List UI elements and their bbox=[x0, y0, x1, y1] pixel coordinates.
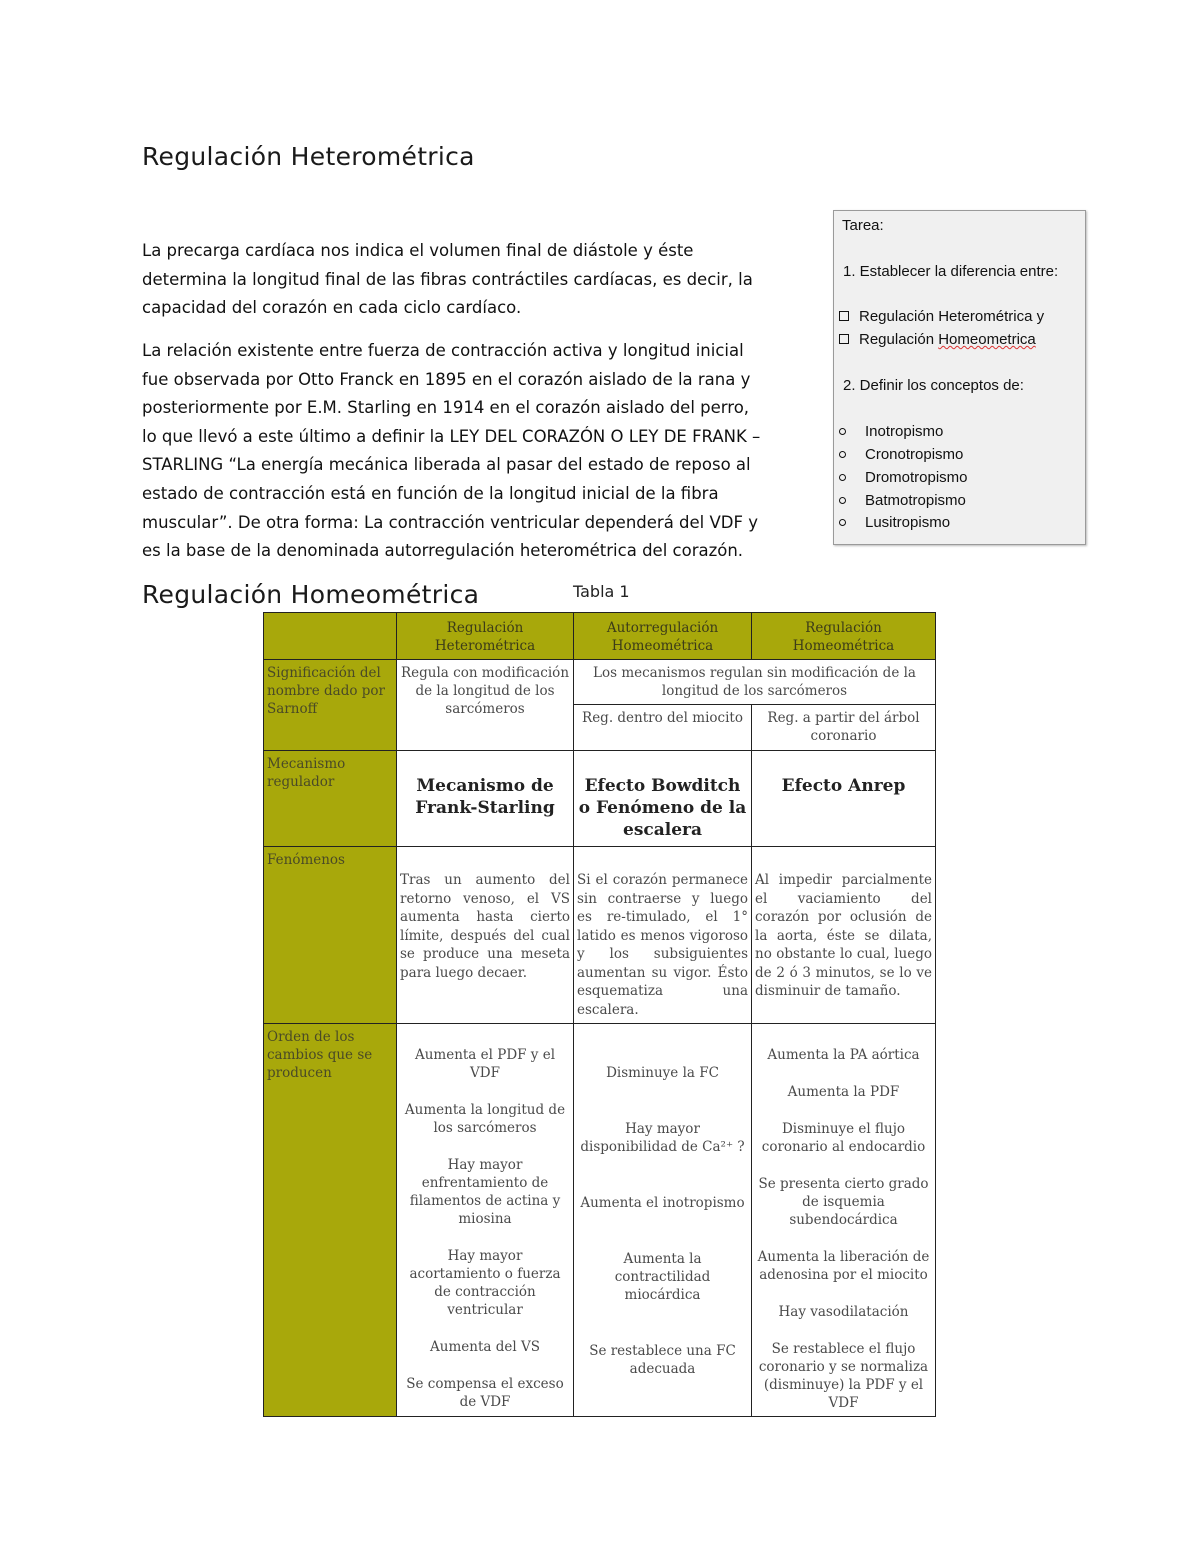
paragraph-line: STARLING “La energía mecánica liberada al pasar del estado de reposo al bbox=[142, 455, 751, 475]
table-cell-emphasis: Efecto Anrep bbox=[752, 751, 936, 847]
table-row bbox=[264, 660, 936, 705]
paragraph-line: muscular”. De otra forma: La contracción ventricular dependerá del VDF y bbox=[142, 512, 759, 532]
change-item: Aumenta la longitud de los sarcómeros bbox=[404, 1102, 566, 1136]
change-item: Aumenta la contractilidad miocárdica bbox=[614, 1251, 711, 1303]
change-item: Hay vasodilatación bbox=[778, 1304, 909, 1320]
change-item: Hay mayor acortamiento o fuerza de contracción ventricular bbox=[409, 1248, 561, 1318]
paragraph-line: fue observada por Otto Franck en 1895 en el corazón aislado de la rana y bbox=[142, 369, 751, 389]
table-cell: Reg. dentro del miocito bbox=[574, 705, 752, 751]
table-cell: Regula con modificación de la longitud de los sarcómeros bbox=[397, 660, 574, 751]
paragraph-line: es la base de la denominada autorregulación heterométrica del corazón. bbox=[142, 541, 744, 561]
bullet-icon bbox=[839, 428, 846, 435]
task-item-2: 2. Definir los conceptos de: bbox=[843, 377, 1024, 394]
table-cell: Los mecanismos regulan sin modificación de la longitud de los sarcómeros bbox=[574, 660, 936, 705]
task-box bbox=[833, 210, 1086, 545]
paragraph-frank-starling bbox=[142, 337, 792, 566]
paragraph-line: La precarga cardíaca nos indica el volumen final de diástole y éste bbox=[142, 241, 694, 260]
checkbox-icon bbox=[839, 311, 849, 321]
comparison-table bbox=[263, 612, 936, 1417]
concept-item bbox=[839, 446, 963, 463]
paragraph-line: determina la longitud final de las fibras contráctiles cardíacas, es decir, la bbox=[142, 269, 753, 289]
table-cell: Si el corazón permanece sin contraerse y luego es re-timulado, el 1° latido es menos vigoroso y los subsiguientes aumentan su vigor. Ésto esquematiza una escalera. bbox=[574, 847, 752, 1024]
table-cell-emphasis: Efecto Bowditch o Fenómeno de la escalera bbox=[574, 751, 752, 847]
checkbox-icon bbox=[839, 334, 849, 344]
task-check-label: Regulación Heterométrica y bbox=[859, 308, 1045, 325]
change-item: Aumenta la liberación de adenosina por el miocito bbox=[757, 1249, 930, 1283]
spellcheck-word: Homeometrica bbox=[938, 331, 1036, 348]
concept-item bbox=[839, 423, 943, 440]
change-item: Aumenta la PA aórtica bbox=[767, 1047, 920, 1063]
heading-regulacion-heterometrica: Regulación Heterométrica bbox=[142, 142, 475, 171]
concept-label: Cronotropismo bbox=[865, 446, 964, 463]
table-corner-cell bbox=[264, 613, 397, 660]
change-item: Disminuye la FC bbox=[606, 1065, 719, 1081]
table-header-cell: Autorregulación Homeométrica bbox=[574, 613, 752, 660]
task-heading: Tarea: bbox=[842, 217, 884, 234]
concept-item bbox=[839, 469, 968, 486]
paragraph-line: lo que llevó a este último a definir la LEY DEL CORAZÓN O LEY DE FRANK – bbox=[142, 426, 761, 446]
change-item: Aumenta del VS bbox=[430, 1339, 540, 1355]
table-header-cell: Regulación Heterométrica bbox=[397, 613, 574, 660]
concept-item bbox=[839, 492, 966, 509]
bullet-icon bbox=[839, 519, 846, 526]
change-item: Hay mayor disponibilidad de Ca²⁺ ? bbox=[580, 1121, 745, 1155]
table-cell-emphasis: Mecanismo de Frank-Starling bbox=[397, 751, 574, 847]
table-row bbox=[264, 751, 936, 847]
table-cell bbox=[397, 1024, 574, 1417]
table-cell: Al impedir parcialmente el vaciamiento del corazón por oclusión de la aorta, éste se dilata, no obstante lo cual, luego de 2 ó 3 minutos, se lo ve disminuir de tamaño. bbox=[752, 847, 936, 1024]
task-item-1: 1. Establecer la diferencia entre: bbox=[843, 263, 1059, 280]
row-label: Significación del nombre dado por Sarnoff bbox=[264, 660, 397, 751]
change-item: Disminuye el flujo coronario al endocardio bbox=[761, 1121, 926, 1155]
concept-item bbox=[839, 514, 950, 531]
concept-label: Batmotropismo bbox=[865, 492, 966, 509]
change-item: Hay mayor enfrentamiento de filamentos de actina y miosina bbox=[409, 1157, 561, 1227]
change-item: Aumenta la PDF bbox=[787, 1084, 900, 1100]
paragraph-line: estado de contracción está en función de la longitud inicial de la fibra bbox=[142, 483, 719, 503]
table-cell bbox=[574, 1024, 752, 1417]
table-header-row bbox=[264, 613, 936, 660]
change-item: Aumenta el inotropismo bbox=[580, 1195, 745, 1211]
row-label: Orden de los cambios que se producen bbox=[264, 1024, 397, 1417]
change-item: Se restablece el flujo coronario y se normaliza (disminuye) la PDF y el VDF bbox=[758, 1341, 929, 1411]
table-row bbox=[264, 847, 936, 1024]
paragraph-line: La relación existente entre fuerza de contracción activa y longitud inicial bbox=[142, 341, 744, 360]
change-item: Se compensa el exceso de VDF bbox=[406, 1376, 564, 1410]
task-check-label: Regulación bbox=[859, 331, 939, 348]
row-label: Fenómenos bbox=[264, 847, 397, 1024]
concept-label: Inotropismo bbox=[865, 423, 944, 440]
change-item: Se presenta cierto grado de isquemia subendocárdica bbox=[758, 1176, 929, 1228]
table-cell: Tras un aumento del retorno venoso, el VS aumenta hasta cierto límite, después del cual se produce una meseta para luego decaer. bbox=[397, 847, 574, 1024]
task-check-item bbox=[839, 331, 1036, 348]
table-cell: Reg. a partir del árbol coronario bbox=[752, 705, 936, 751]
change-item: Se restablece una FC adecuada bbox=[589, 1343, 736, 1377]
paragraph-precarga bbox=[142, 237, 792, 323]
bullet-icon bbox=[839, 451, 846, 458]
table-cell bbox=[752, 1024, 936, 1417]
table-header-cell: Regulación Homeométrica bbox=[752, 613, 936, 660]
paragraph-line: posteriormente por E.M. Starling en 1914 en el corazón aislado del perro, bbox=[142, 398, 750, 418]
table-caption: Tabla 1 bbox=[573, 582, 630, 601]
concept-label: Dromotropismo bbox=[865, 469, 968, 486]
table-row bbox=[264, 1024, 936, 1417]
paragraph-line: capacidad del corazón en cada ciclo cardíaco. bbox=[142, 298, 522, 318]
concept-label: Lusitropismo bbox=[865, 514, 951, 531]
change-item: Aumenta el PDF y el VDF bbox=[414, 1047, 556, 1081]
heading-regulacion-homeometrica: Regulación Homeométrica bbox=[142, 580, 480, 609]
bullet-icon bbox=[839, 497, 846, 504]
bullet-icon bbox=[839, 474, 846, 481]
task-check-item bbox=[839, 308, 1044, 325]
row-label: Mecanismo regulador bbox=[264, 751, 397, 847]
